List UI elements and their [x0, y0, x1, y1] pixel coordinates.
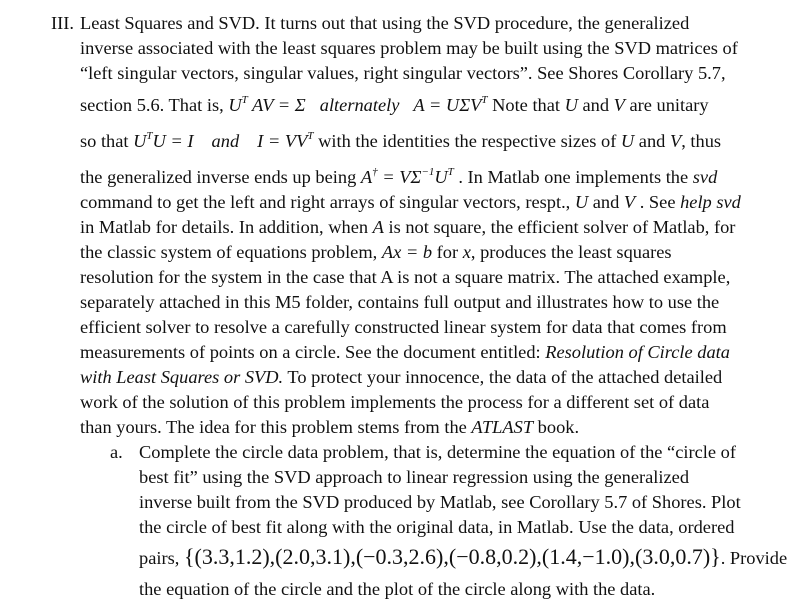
problem-line-13 [80, 341, 730, 363]
line4-eq2 [413, 95, 487, 115]
problem-line-5 [80, 130, 721, 155]
sym-u: U [564, 95, 578, 115]
pairs-word: pairs, [139, 548, 184, 568]
and-word: and [588, 192, 624, 212]
line7-text2: . See [635, 192, 681, 212]
sup: T [241, 94, 248, 106]
line16-text: than yours. The idea for this problem stems from the [80, 417, 472, 437]
sup: T [307, 130, 314, 142]
line4-eq1 [228, 95, 305, 115]
line9-text3: , produces the least squares [470, 242, 672, 262]
eq-rest: AV = Σ [247, 95, 306, 115]
eq: A = UΣV [413, 95, 482, 115]
and-word2: and [634, 131, 670, 151]
line4-text3: are unitary [624, 95, 709, 115]
sym-v: V [669, 131, 682, 151]
line14-text: To protect your innocence, the data of the attached detailed [283, 367, 723, 387]
sup: T [447, 166, 454, 178]
part-a-line-2: best fit” using the SVD approach to linear regression using the generalized [139, 467, 690, 487]
line5-eq2 [257, 131, 313, 151]
line9-text2: for [432, 242, 463, 262]
part-a-line-4: the circle of best fit along with the original data, in Matlab. Use the data, ordered [139, 517, 735, 537]
pseudo-inverse-eq [361, 167, 454, 187]
line13-text: measurements of points on a circle. See the document entitled: [80, 342, 546, 362]
alternately-word: alternately [319, 95, 400, 115]
line6-text: the generalized inverse ends up being [80, 167, 361, 187]
line8-text: in Matlab for details. In addition, when [80, 217, 373, 237]
line4-text2: Note that [487, 95, 565, 115]
part-a-line-3: inverse built from the SVD produced by Matlab, see Corollary 5.7 of Shores. Plot [139, 492, 741, 512]
problem-line-16 [80, 416, 579, 438]
eq-rest: U = I [152, 131, 194, 151]
sym-x: x [462, 242, 471, 262]
doc-title-part1: Resolution of Circle data [545, 342, 730, 362]
line5-text: so that [80, 131, 134, 151]
line5-text2: with the identities the respective sizes of [313, 131, 621, 151]
part-a-line-1: Complete the circle data problem, that is, determine the equation of the “circle of [139, 442, 736, 462]
part-a-data-line [139, 546, 787, 569]
line8-text2: is not square, the efficient solver of Matlab, for [383, 217, 736, 237]
and-word: and [577, 95, 614, 115]
help-svd: help svd [680, 192, 741, 212]
provide-word: . Provide [720, 548, 788, 568]
problem-line-9 [80, 241, 672, 263]
line5-eq1 [133, 131, 193, 151]
doc-title-part2: with Least Squares or SVD. [80, 367, 284, 387]
sym-u: U [620, 131, 635, 151]
problem-line-7 [80, 191, 741, 213]
problem-line-14 [80, 366, 722, 388]
problem-line-2: inverse associated with the least squares problem may be built using the SVD matrices of [80, 38, 738, 58]
line7-text: command to get the left and right arrays of singular vectors, respt., [80, 192, 575, 212]
sym: A [360, 167, 373, 187]
problem-line-10: resolution for the system in the case that A is not a square matrix. The attached example, [80, 267, 731, 287]
part-a-last-line: the equation of the circle and the plot of the circle along with the data. [139, 579, 656, 599]
problem-line-8 [80, 216, 735, 238]
problem-line-11: separately attached in this M5 folder, contains full output and illustrates how to use the [80, 292, 720, 312]
sup: T [481, 94, 488, 106]
problem-line-4 [80, 94, 709, 119]
line4-text: section 5.6. That is, [80, 95, 229, 115]
sup: † [372, 166, 378, 178]
problem-line-6 [80, 166, 717, 191]
line9-text: the classic system of equations problem, [80, 242, 382, 262]
problem-line-15: work of the solution of this problem implements the process for a different set of data [80, 392, 710, 412]
problem-line-3: “left singular vectors, singular values, right singular vectors”. See Shores Corollary 5.7, [80, 63, 726, 83]
book-title: ATLAST [471, 417, 534, 437]
sym: U [228, 95, 242, 115]
eq-rest: = VΣ [377, 167, 422, 187]
svd-word: svd [692, 167, 718, 187]
sup: −1 [421, 166, 435, 178]
sym: U [133, 131, 147, 151]
problem-number: III. [51, 13, 74, 33]
line16-text2: book. [533, 417, 580, 437]
sym-u: U [574, 192, 589, 212]
sup: T [146, 130, 153, 142]
and-word: and [211, 131, 240, 151]
data-set: {(3.3,1.2),(2.0,3.1),(−0.3,2.6),(−0.8,0.2),(1.4,−1.0),(3.0,0.7)} [183, 544, 721, 569]
sym-a: A [372, 217, 384, 237]
eq-rest2: U [434, 167, 448, 187]
line6-text2: . In Matlab one implements the [453, 167, 693, 187]
sym-v: V [613, 95, 625, 115]
part-a-label: a. [110, 442, 123, 462]
sym-v: V [623, 192, 636, 212]
problem-line-1: Least Squares and SVD. It turns out that using the SVD procedure, the generalized [80, 13, 690, 33]
eq: I = VV [257, 131, 308, 151]
line5-text3: , thus [681, 131, 722, 151]
eq-axb: Ax = b [381, 242, 433, 262]
problem-line-12: efficient solver to resolve a carefully constructed linear system for data that comes from [80, 317, 727, 337]
